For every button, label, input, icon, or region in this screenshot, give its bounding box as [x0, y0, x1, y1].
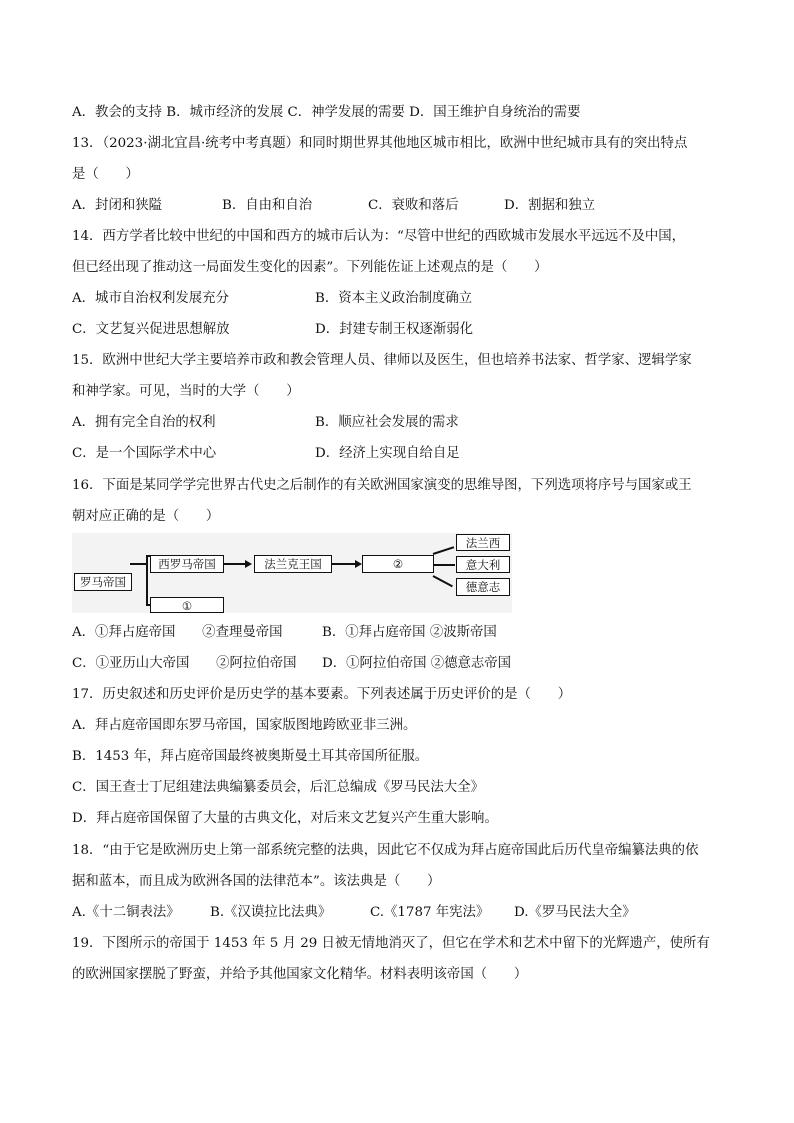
q18-stem-line1: 18．“由于它是欧洲历史上第一部系统完整的法典，因此它不仅成为拜占庭帝国此后历代皇帝编纂法典的依 — [72, 843, 699, 858]
q17-option-c: C．国王查士丁尼组建法典编纂委员会，后汇总编成《罗马民法大全》 — [72, 780, 484, 795]
q19-stem-line1: 19．下图所示的帝国于 1453 年 5 月 29 日被无情地消灭了，但它在学术和艺术中留下的光辉遗产，使所有 — [72, 936, 710, 951]
mind-map-diagram — [72, 533, 512, 613]
diagram-node-blank-1: ① — [150, 597, 224, 613]
q13-stem-line1: 13．（2023·湖北宜昌·统考中考真题）和同时期世界其他地区城市相比，欧洲中世纪城市具有的突出特点 — [72, 136, 688, 151]
q15-stem-line1: 15．欧洲中世纪大学主要培养市政和教会管理人员、律师以及医生，但也培养书法家、哲学家、逻辑学家 — [72, 353, 692, 368]
q18-option-d: D.《罗马民法大全》 — [514, 905, 636, 920]
q15-option-c: C．是一个国际学术中心 — [72, 446, 217, 461]
q18-option-a: A.《十二铜表法》 — [72, 905, 180, 920]
diagram-node-frank: 法兰克王国 — [254, 555, 332, 573]
q17-option-d: D．拜占庭帝国保留了大量的古典文化，对后来文艺复兴产生重大影响。 — [72, 811, 498, 826]
q16-stem-line2: 朝对应正确的是（ ） — [72, 509, 220, 524]
diagram-node-italy: 意大利 — [456, 556, 510, 573]
diagram-node-blank-2: ② — [362, 555, 434, 573]
q13-stem-line2: 是（ ） — [72, 167, 139, 182]
diagram-node-germany: 德意志 — [456, 578, 510, 596]
q13-option-b: B．自由和自治 — [222, 198, 313, 213]
q12-options: A．教会的支持 B．城市经济的发展 C．神学发展的需要 D．国王维护自身统治的需要 — [72, 105, 581, 120]
q15-option-d: D．经济上实现自给自足 — [315, 446, 460, 461]
q15-stem-line2: 和神学家。可见，当时的大学（ ） — [72, 384, 300, 399]
q14-option-c: C．文艺复兴促进思想解放 — [72, 322, 230, 337]
q17-option-b: B．1453 年，拜占庭帝国最终被奥斯曼土耳其帝国所征服。 — [72, 749, 429, 764]
q17-stem: 17．历史叙述和历史评价是历史学的基本要素。下列表述属于历史评价的是（ ） — [72, 687, 572, 702]
q15-option-b: B．顺应社会发展的需求 — [315, 415, 459, 430]
q14-option-d: D．封建专制王权逐渐弱化 — [315, 322, 474, 337]
q18-option-c: C.《1787 年宪法》 — [370, 905, 490, 920]
q15-option-a: A．拥有完全自治的权利 — [72, 415, 216, 430]
q16-stem-line1: 16．下面是某同学学完世界古代史之后制作的有关欧洲国家演变的思维导图，下列选项将序号与国家或王 — [72, 478, 692, 493]
q19-stem-line2: 的欧洲国家摆脱了野蛮，并给予其他国家文化精华。材料表明该帝国（ ） — [72, 967, 528, 982]
q16-option-a: A．①拜占庭帝国 ②查理曼帝国 — [72, 625, 283, 640]
q17-option-a: A．拜占庭帝国即东罗马帝国，国家版图地跨欧亚非三洲。 — [72, 718, 417, 733]
q18-option-b: B.《汉谟拉比法典》 — [210, 905, 332, 920]
q14-stem-line2: 但已经出现了推动这一局面发生变化的因素”。下列能佐证上述观点的是（ ） — [72, 260, 548, 275]
q13-option-c: C．衰败和落后 — [368, 198, 459, 213]
q16-option-b: B．①拜占庭帝国 ②波斯帝国 — [322, 625, 497, 640]
diagram-node-root: 罗马帝国 — [74, 573, 132, 591]
q16-option-c: C．①亚历山大帝国 ②阿拉伯帝国 — [72, 656, 297, 671]
q14-option-a: A．城市自治权利发展充分 — [72, 291, 229, 306]
diagram-node-france: 法兰西 — [456, 534, 510, 551]
q16-option-d: D．①阿拉伯帝国 ②德意志帝国 — [322, 656, 512, 671]
q14-option-b: B．资本主义政治制度确立 — [315, 291, 473, 306]
q13-option-d: D．割据和独立 — [504, 198, 596, 213]
diagram-node-west-rome: 西罗马帝国 — [150, 555, 224, 573]
q13-option-a: A．封闭和狭隘 — [72, 198, 163, 213]
q14-stem-line1: 14．西方学者比较中世纪的中国和西方的城市后认为：“尽管中世纪的西欧城市发展水平远远不及中国， — [72, 229, 686, 244]
q18-stem-line2: 据和蓝本，而且成为欧洲各国的法律范本”。该法典是（ ） — [72, 874, 441, 889]
